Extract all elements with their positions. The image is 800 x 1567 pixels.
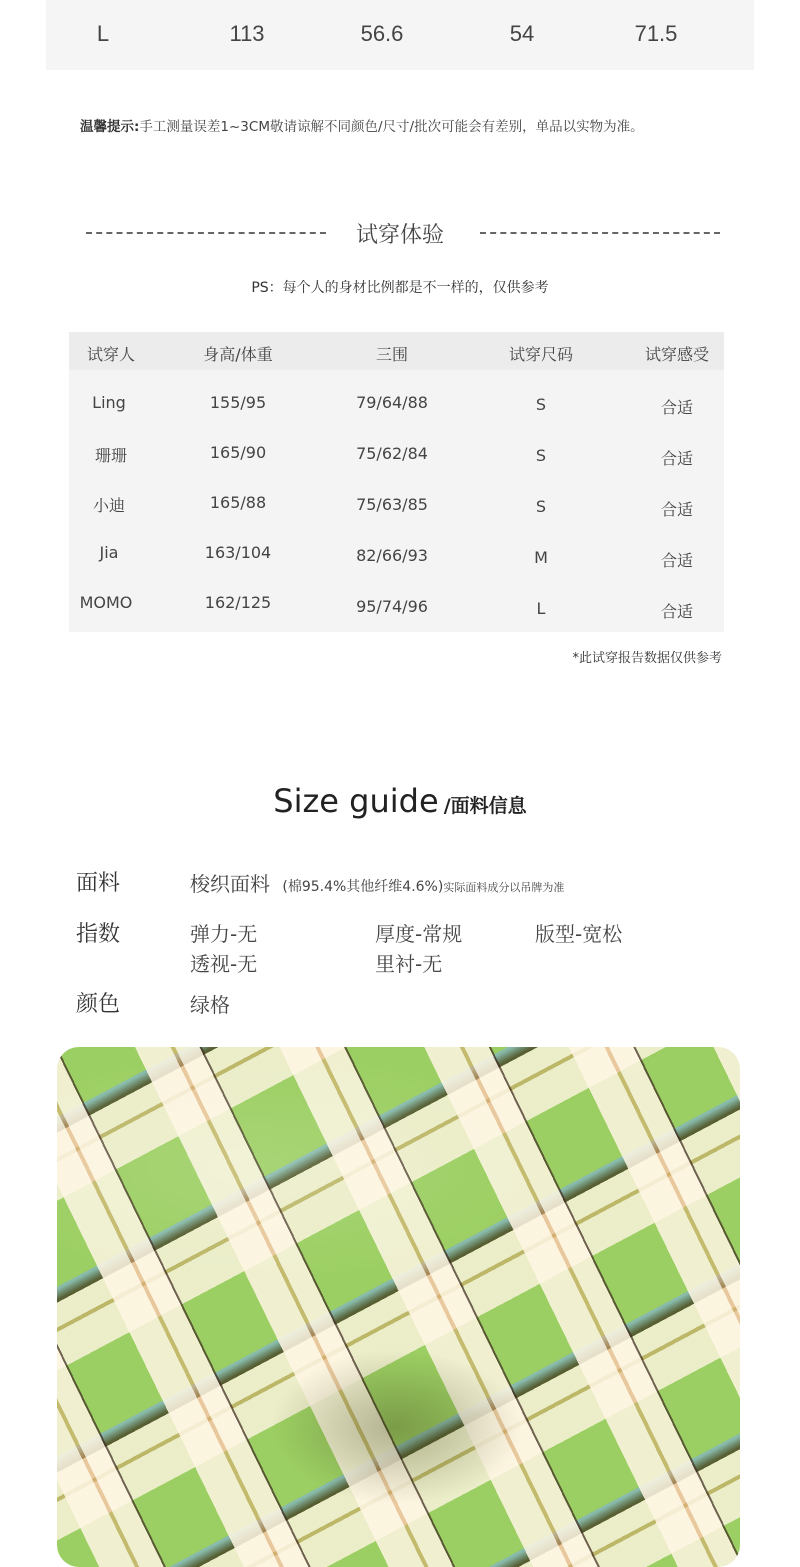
feeling: 合适 (660, 398, 694, 417)
color-value: 绿格 (190, 993, 230, 1017)
height-weight: 155/95 (209, 393, 267, 412)
tip-text: 手工测量误差1~3CM敬请谅解不同颜色/尺寸/批次可能会有差别，单品以实物为准。 (139, 119, 644, 135)
fabric-composition: (棉95.4%其他纤维4.6%) (282, 879, 444, 895)
size: M (534, 548, 548, 567)
feeling: 合适 (660, 449, 694, 468)
feeling: 合适 (660, 551, 694, 570)
feeling: 合适 (660, 602, 694, 621)
height-weight: 165/88 (209, 493, 267, 512)
size-cell: L (96, 21, 110, 46)
height-weight: 163/104 (204, 543, 272, 562)
measurements: 82/66/93 (356, 546, 428, 565)
size: S (535, 446, 547, 465)
size: L (536, 599, 546, 618)
index-label: 指数 (76, 922, 121, 947)
fabric-info (190, 868, 564, 897)
trial-note: PS：每个人的身材比例都是不一样的，仅供参考 (251, 280, 549, 296)
size-cell: 71.5 (634, 21, 678, 46)
header-tester: 试穿人 (86, 345, 136, 364)
header-feeling: 试穿感受 (644, 345, 710, 364)
tester-name: Ling (92, 393, 126, 412)
index-elasticity: 弹力-无 (190, 922, 258, 946)
size-cell: 113 (229, 21, 265, 46)
header-height-weight: 身高/体重 (203, 345, 273, 364)
measurements: 75/62/84 (356, 444, 428, 463)
size-cell: 56.6 (360, 21, 404, 46)
fabric-photo (57, 1047, 740, 1567)
trial-footnote: *此试穿报告数据仅供参考 (572, 651, 722, 666)
size: S (535, 497, 547, 516)
size-cell: 54 (509, 21, 535, 46)
size: S (535, 395, 547, 414)
fabric-label: 面料 (76, 871, 121, 896)
divider-right (480, 232, 720, 234)
size-guide-subtitle: /面料信息 (443, 795, 527, 817)
index-fit: 版型-宽松 (535, 922, 623, 946)
trial-table (69, 332, 724, 632)
size-guide-title: Size guide (273, 782, 439, 820)
size-table-row-L (46, 0, 754, 70)
tip-label: 温馨提示: (80, 119, 140, 135)
tester-name: 小迪 (92, 496, 126, 515)
height-weight: 165/90 (209, 443, 267, 462)
header-size: 试穿尺码 (508, 345, 574, 364)
trial-section-title: 试穿体验 (355, 223, 444, 248)
trial-table-header (69, 332, 724, 370)
header-measurements: 三围 (375, 345, 409, 364)
tester-name: MOMO (79, 593, 133, 612)
index-thickness: 厚度-常规 (375, 922, 463, 946)
color-label: 颜色 (76, 992, 121, 1017)
index-lining: 里衬-无 (375, 952, 443, 976)
fabric-note: 实际面料成分以吊牌为准 (443, 881, 565, 894)
measurements: 79/64/88 (356, 393, 428, 412)
height-weight: 162/125 (204, 593, 272, 612)
measurement-tip (80, 115, 644, 135)
tester-name: Jia (99, 543, 119, 562)
fabric-value: 梭织面料 (190, 872, 270, 896)
size-guide-heading (0, 782, 800, 820)
measurements: 95/74/96 (356, 597, 428, 616)
index-transparency: 透视-无 (190, 952, 258, 976)
measurements: 75/63/85 (356, 495, 428, 514)
fabric-shading (57, 1047, 740, 1567)
feeling: 合适 (660, 500, 694, 519)
tester-name: 珊珊 (94, 446, 128, 465)
